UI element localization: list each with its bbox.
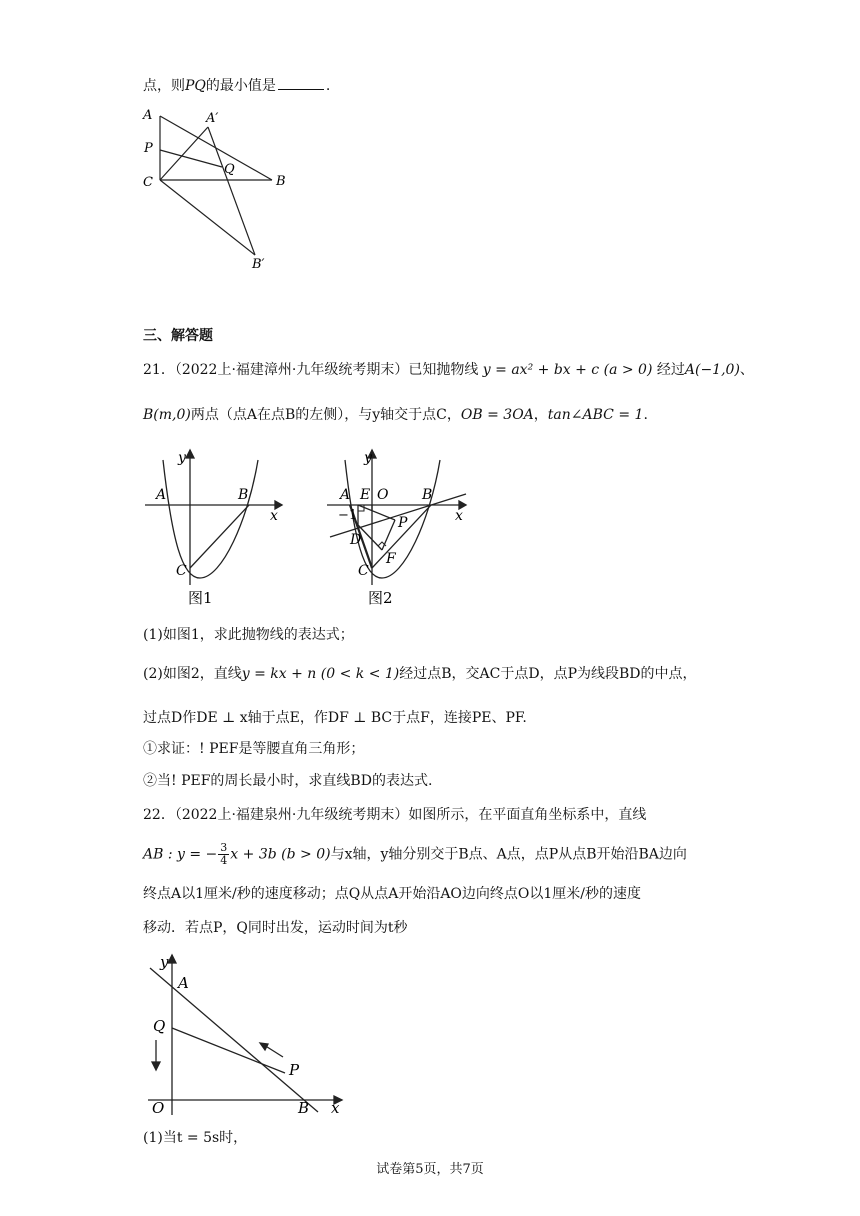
q21-figure-1 bbox=[140, 445, 290, 615]
fig2-neg1-label: −1 bbox=[338, 508, 358, 523]
q22-frac-num: 3 bbox=[220, 841, 228, 854]
fig2-E-label: E bbox=[360, 487, 371, 503]
q21-part2-b: 过点D作DE ⊥ x轴于点E，作DF ⊥ BC于点F，连接PE、PF. bbox=[143, 710, 527, 726]
q20-tail-var: PQ bbox=[185, 78, 206, 94]
q22-figure bbox=[145, 945, 350, 1120]
fig2-B-label: B bbox=[422, 487, 433, 503]
fig3-y-label: y bbox=[160, 953, 169, 971]
label-A-prime: A′ bbox=[206, 111, 219, 126]
q21-part2-a-formula: y = kx + n (0 < k < 1) bbox=[241, 666, 400, 682]
q22-line2-post: 与x轴，y轴分别交于B点、A点，点P从点B开始沿BA边向 bbox=[330, 846, 687, 863]
page-footer: 试卷第5页，共7页 bbox=[376, 1162, 484, 1177]
q22-line2 bbox=[143, 842, 687, 867]
q21-line1-mid: 经过 bbox=[656, 362, 685, 378]
q21-cond2: tan∠ABC = 1 bbox=[547, 407, 644, 423]
fig2-A-label: A bbox=[340, 487, 351, 503]
q22-line3: 终点A以1厘米/秒的速度移动；点Q从点A开始沿AO边向终点O以1厘米/秒的速度 bbox=[143, 886, 642, 902]
label-P: P bbox=[144, 141, 153, 156]
fig1-y-label: y bbox=[178, 450, 186, 466]
q21-part2-c: ①求证：! PEF是等腰直角三角形； bbox=[143, 741, 365, 757]
q22-line4: 移动．若点P，Q同时出发，运动时间为t秒 bbox=[143, 920, 408, 936]
fig3-Q-label: Q bbox=[153, 1017, 166, 1035]
fig1-x-label: x bbox=[270, 508, 278, 524]
label-A: A bbox=[143, 108, 153, 123]
fig2-O-label: O bbox=[377, 487, 389, 503]
fig1-caption: 图1 bbox=[188, 589, 213, 607]
q20-tail-end: . bbox=[325, 78, 331, 94]
fig3-O-label: O bbox=[152, 1099, 165, 1117]
q22-line1: 22．（2022上·福建泉州·九年级统考期末）如图所示，在平面直角坐标系中，直线 bbox=[143, 807, 647, 823]
q21-point-B: B(m,0) bbox=[143, 407, 191, 423]
label-B: B bbox=[276, 174, 286, 189]
q21-line1-formula: y = ax² + bx + c (a > 0) bbox=[482, 362, 653, 378]
label-C: C bbox=[143, 175, 153, 190]
label-Q: Q bbox=[224, 162, 235, 177]
fig1-C-label: C bbox=[176, 563, 187, 579]
q21-line2-text: 两点（点A在点B的左侧），与y轴交于点C， bbox=[190, 407, 461, 423]
section-title: 三、解答题 bbox=[143, 328, 213, 344]
fig3-P-label: P bbox=[289, 1061, 300, 1079]
q22-line2-formula: x + 3b (b > 0) bbox=[230, 846, 331, 863]
fig2-x-label: x bbox=[455, 508, 463, 524]
q21-line2 bbox=[143, 405, 648, 425]
q21-figure-2 bbox=[325, 445, 475, 615]
q20-figure bbox=[140, 105, 286, 275]
q21-part2-d: ②当! PEF的周长最小时，求直线BD的表达式. bbox=[143, 773, 433, 789]
label-B-prime: B′ bbox=[252, 257, 265, 272]
q21-line2-end: . bbox=[643, 407, 648, 423]
fig3-x-label: x bbox=[331, 1099, 340, 1117]
q21-part2-a-post: 经过点B，交AC于点D，点P为线段BD的中点， bbox=[399, 666, 697, 682]
fig3-A-label: A bbox=[178, 974, 189, 992]
q21-part2-a bbox=[143, 664, 697, 684]
fig2-D-label: D bbox=[350, 532, 362, 548]
fig2-C-label: C bbox=[358, 563, 369, 579]
q21-part1: (1)如图1，求此抛物线的表达式； bbox=[143, 627, 354, 643]
q20-tail-line bbox=[143, 76, 330, 96]
fig2-F-label: F bbox=[386, 551, 396, 567]
fig1-B-label: B bbox=[238, 487, 249, 503]
q22-part1: (1)当t = 5s时， bbox=[143, 1130, 248, 1146]
answer-blank bbox=[278, 77, 324, 90]
q21-line1-pre: 21．（2022上·福建漳州·九年级统考期末）已知抛物线 bbox=[143, 362, 479, 378]
fig1-A-label: A bbox=[156, 487, 167, 503]
fig2-y-label: y bbox=[364, 450, 372, 466]
q22-frac-den: 4 bbox=[220, 854, 228, 867]
q21-line1 bbox=[143, 360, 754, 380]
fig2-caption: 图2 bbox=[368, 589, 393, 607]
q21-line1-end: 、 bbox=[739, 362, 754, 378]
q21-point-A: A(−1,0) bbox=[684, 362, 740, 378]
q22-fraction bbox=[218, 842, 229, 867]
fig3-B-label: B bbox=[298, 1099, 310, 1117]
q21-line2-sep: ， bbox=[533, 407, 548, 423]
q20-tail-pre: 点，则 bbox=[143, 78, 185, 94]
q20-tail-post: 的最小值是 bbox=[205, 78, 276, 94]
q21-part2-a-pre: (2)如图2，直线 bbox=[143, 666, 242, 682]
q22-line2-pre: AB : y = − bbox=[143, 846, 218, 863]
q21-cond1: OB = 3OA bbox=[460, 407, 534, 423]
fig2-P-label: P bbox=[398, 515, 408, 531]
